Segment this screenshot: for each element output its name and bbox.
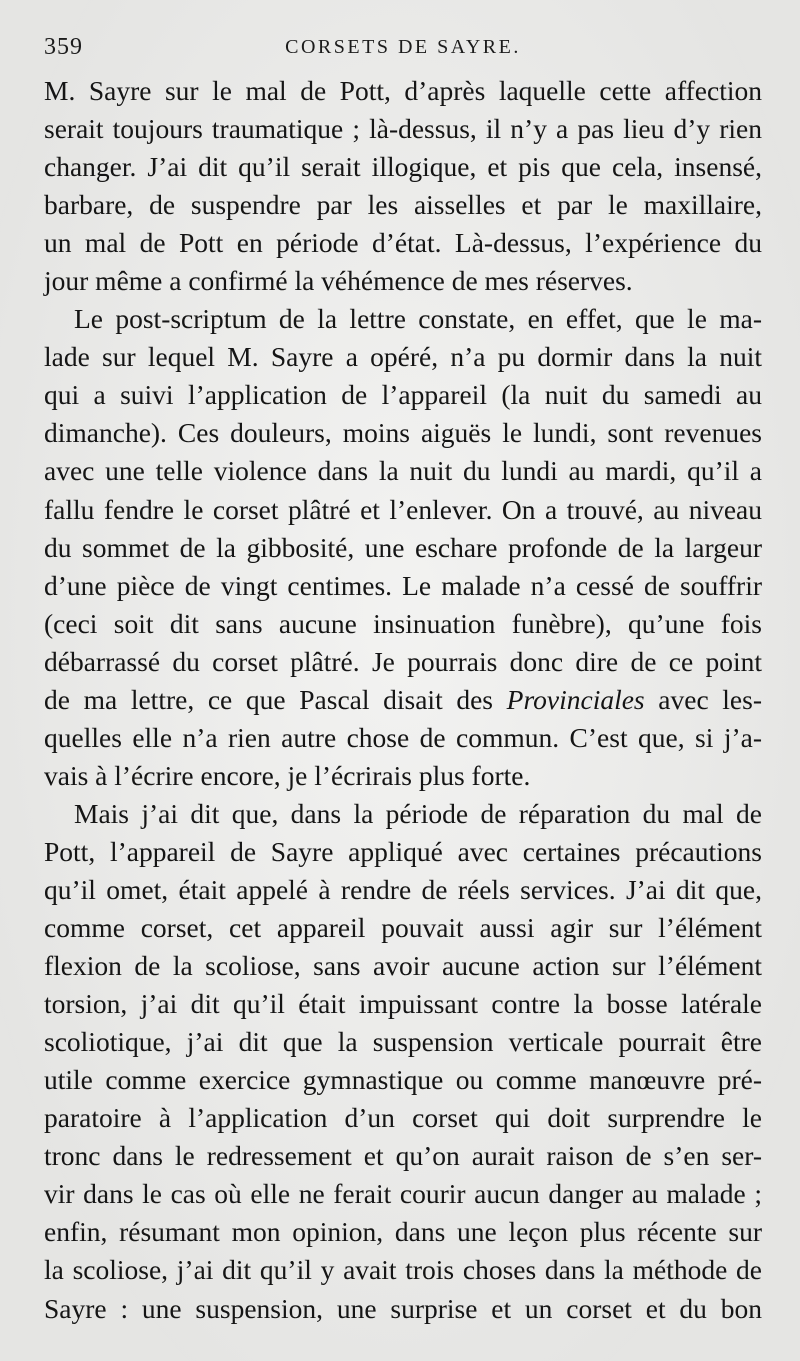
text-line: qui a suivi l’application de l’appareil (la nuit du samedi au	[44, 379, 762, 411]
text-line-with-italic	[44, 681, 762, 719]
text-line: (ceci soit dit sans aucune insinuation funèbre), qu’une fois	[44, 607, 762, 639]
text-line: M. Sayre sur le mal de Pott, d’après laquelle cette affection	[44, 75, 762, 106]
text-line: jour même a confirmé la véhémence de mes réserves.	[44, 265, 633, 297]
text-line: avec une telle violence dans la nuit du lundi au mardi, qu’il a	[44, 455, 762, 487]
text-line: utile comme exercice gymnastique ou comme manœuvre pré-	[44, 1064, 762, 1096]
text-line: fallu fendre le corset plâtré et l’enlever. On a trouvé, au niveau	[44, 493, 762, 525]
text-line: qu’il omet, était appelé à rendre de réels services. J’ai dit que,	[44, 873, 762, 905]
text-line: Mais j’ai dit que, dans la période de réparation du mal de	[74, 797, 762, 829]
text-line: dimanche). Ces douleurs, moins aiguës le lundi, sont revenues	[44, 417, 762, 449]
text-line: quelles elle n’a rien autre chose de commun. C’est que, si j’a-	[44, 721, 762, 753]
text-line: changer. J’ai dit qu’il serait illogique, et pis que cela, insensé,	[44, 151, 762, 183]
paragraph-2	[44, 300, 762, 795]
text-line: vais à l’écrire encore, je l’écrirais plus forte.	[44, 759, 531, 791]
text-line: Sayre : une suspension, une surprise et un corset et du bon	[44, 1292, 762, 1324]
text-line: enfin, résumant mon opinion, dans une leçon plus récente sur	[44, 1216, 762, 1248]
running-title: CORSETS DE SAYRE.	[285, 36, 521, 58]
text-line: serait toujours traumatique ; là-dessus, il n’y a pas lieu d’y rien	[44, 113, 762, 145]
text-line: la scoliose, j’ai dit qu’il y avait trois choses dans la méthode de	[44, 1254, 762, 1286]
text-line: tronc dans le redressement et qu’on aurait raison de s’en ser-	[44, 1140, 762, 1172]
paragraph-1	[44, 72, 762, 300]
text-line: d’une pièce de vingt centimes. Le malade n’a cessé de souffrir	[44, 569, 762, 601]
text-line: lade sur lequel M. Sayre a opéré, n’a pu dormir dans la nuit	[44, 341, 762, 373]
paragraph-3	[44, 795, 762, 1328]
text-line: vir dans le cas où elle ne ferait courir aucun danger au malade ;	[44, 1178, 762, 1210]
text-line: paratoire à l’application d’un corset qui doit surprendre le	[44, 1102, 762, 1134]
text-line: barbare, de suspendre par les aisselles et par le maxillaire,	[44, 189, 762, 221]
text-line: du sommet de la gibbosité, une eschare profonde de la largeur	[44, 531, 762, 563]
text-line: torsion, j’ai dit qu’il était impuissant contre la bosse latérale	[44, 988, 762, 1020]
text-line: comme corset, cet appareil pouvait aussi agir sur l’élément	[44, 912, 762, 944]
text-line: Le post-scriptum de la lettre constate, en effet, que le ma-	[74, 303, 762, 335]
text-line: flexion de la scoliose, sans avoir aucune action sur l’élément	[44, 950, 762, 982]
text-fragment: de ma lettre, ce que Pascal disait des	[44, 683, 507, 715]
text-fragment: avec les-	[644, 683, 762, 715]
page-number: 359	[44, 34, 83, 60]
running-header	[44, 34, 762, 66]
text-line: scoliotique, j’ai dit que la suspension verticale pourrait être	[44, 1026, 762, 1058]
italic-title: Provinciales	[506, 683, 645, 715]
text-line: débarrassé du corset plâtré. Je pourrais donc dire de ce point	[44, 645, 762, 677]
body-text	[44, 72, 762, 1328]
text-line: Pott, l’appareil de Sayre appliqué avec certaines précautions	[44, 835, 762, 867]
text-line: un mal de Pott en période d’état. Là-dessus, l’expérience du	[44, 227, 762, 259]
